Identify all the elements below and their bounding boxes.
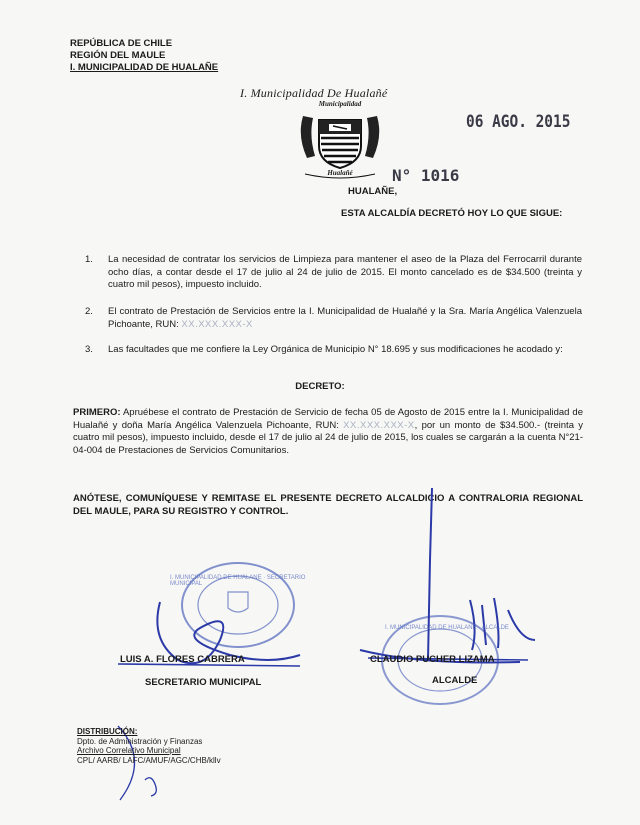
- primero-label: PRIMERO:: [73, 407, 121, 418]
- closing-paragraph: ANÓTESE, COMUNÍQUESE Y REMITASE EL PRESENTE DECRETO ALCALDICIO A CONTRALORIA REGIONAL DEL MAULE, PARA SU REGISTRO Y CONTROL.: [73, 493, 583, 517]
- consideration-number: 2.: [85, 306, 93, 317]
- right-seal-text: I. MUNICIPALIDAD DE HUALAÑE · ALCALDE: [385, 625, 509, 631]
- decree-intro: ESTA ALCALDÍA DECRETÓ HOY LO QUE SIGUE:: [341, 208, 563, 219]
- consideration-text: Las facultades que me confiere la Ley Orgánica de Municipio N° 18.695 y sus modificaciones he acodado y:: [108, 344, 563, 355]
- date-stamp: 06 AGO. 2015: [466, 112, 571, 132]
- consideration-text: El contrato de Prestación de Servicios entre la I. Municipalidad de Hualañé y la Sra. María Angélica Valenzuela Pichoante, RUN:: [108, 306, 582, 330]
- redacted-run: XX.XXX.XXX-X: [181, 318, 253, 330]
- distribution-line: Dpto. de Administración y Finanzas: [77, 736, 203, 746]
- distribution-line: CPL/ AARB/ LAFC/AMUF/AGC/CHB/kllv: [77, 755, 221, 765]
- distribution-block: [77, 727, 221, 765]
- consideration-text: La necesidad de contratar los servicios de Limpieza para mantener el aseo de la Plaza del Ferrocarril durante ocho días, a contar desde el 17 de julio al 24 de julio de 2015. El monto cancelado es de $34.500 (treinta y cuatro mil pesos), impuesto incluido.: [108, 254, 582, 290]
- primero-text-a: Apruébese el contrato de Prestación de Servicio de fecha 05 de Agosto de 2015 entre la I. Municipalidad de Hualañé y doña María Angélica Valenzuela Pichoante, RUN:: [73, 407, 583, 431]
- left-signatory-title: SECRETARIO MUNICIPAL: [145, 677, 262, 688]
- left-signatory-name: LUIS A. FLORES CABRERA: [120, 654, 245, 665]
- distribution-title: DISTRIBUCIÓN:: [77, 727, 138, 736]
- place-label: HUALAÑE,: [348, 186, 398, 197]
- right-signatory-title: ALCALDE: [432, 675, 478, 686]
- consideration-number: 3.: [85, 344, 93, 355]
- redacted-run: XX.XXX.XXX-X: [343, 419, 415, 431]
- left-seal-text: I. MUNICIPALIDAD DE HUALAÑE · SECRETARIO MUNICIPAL: [170, 575, 306, 587]
- consideration-number: 1.: [85, 254, 93, 265]
- decreto-title: DECRETO:: [295, 381, 345, 392]
- header-municipality: I. MUNICIPALIDAD DE HUALAÑE: [70, 62, 219, 73]
- crest-bottom-text: Hualañé: [327, 169, 353, 177]
- primero-text-b: , por un monto de $34.500.- (treinta y cuatro mil pesos), impuesto incluido, desde el 17 de julio al 24 de julio de 2015, los cuales se cargarán a la cuenta N°21-04-004 de Prestaciones de Servicios Comunitarios.: [73, 419, 584, 456]
- crest-top-text: Municipalidad: [318, 100, 362, 108]
- municipality-title: I. Municipalidad De Hualañé: [240, 86, 388, 100]
- right-signature-icon: [360, 488, 535, 663]
- distribution-line: Archivo Correlativo Municipal: [77, 746, 181, 755]
- header-region: REGIÓN DEL MAULE: [70, 50, 166, 61]
- right-signatory-name: CLAUDIO PUCHER LIZAMA: [370, 654, 495, 665]
- decree-number-stamp: N° 1016: [392, 166, 460, 185]
- header-republic: REPÚBLICA DE CHILE: [70, 38, 173, 49]
